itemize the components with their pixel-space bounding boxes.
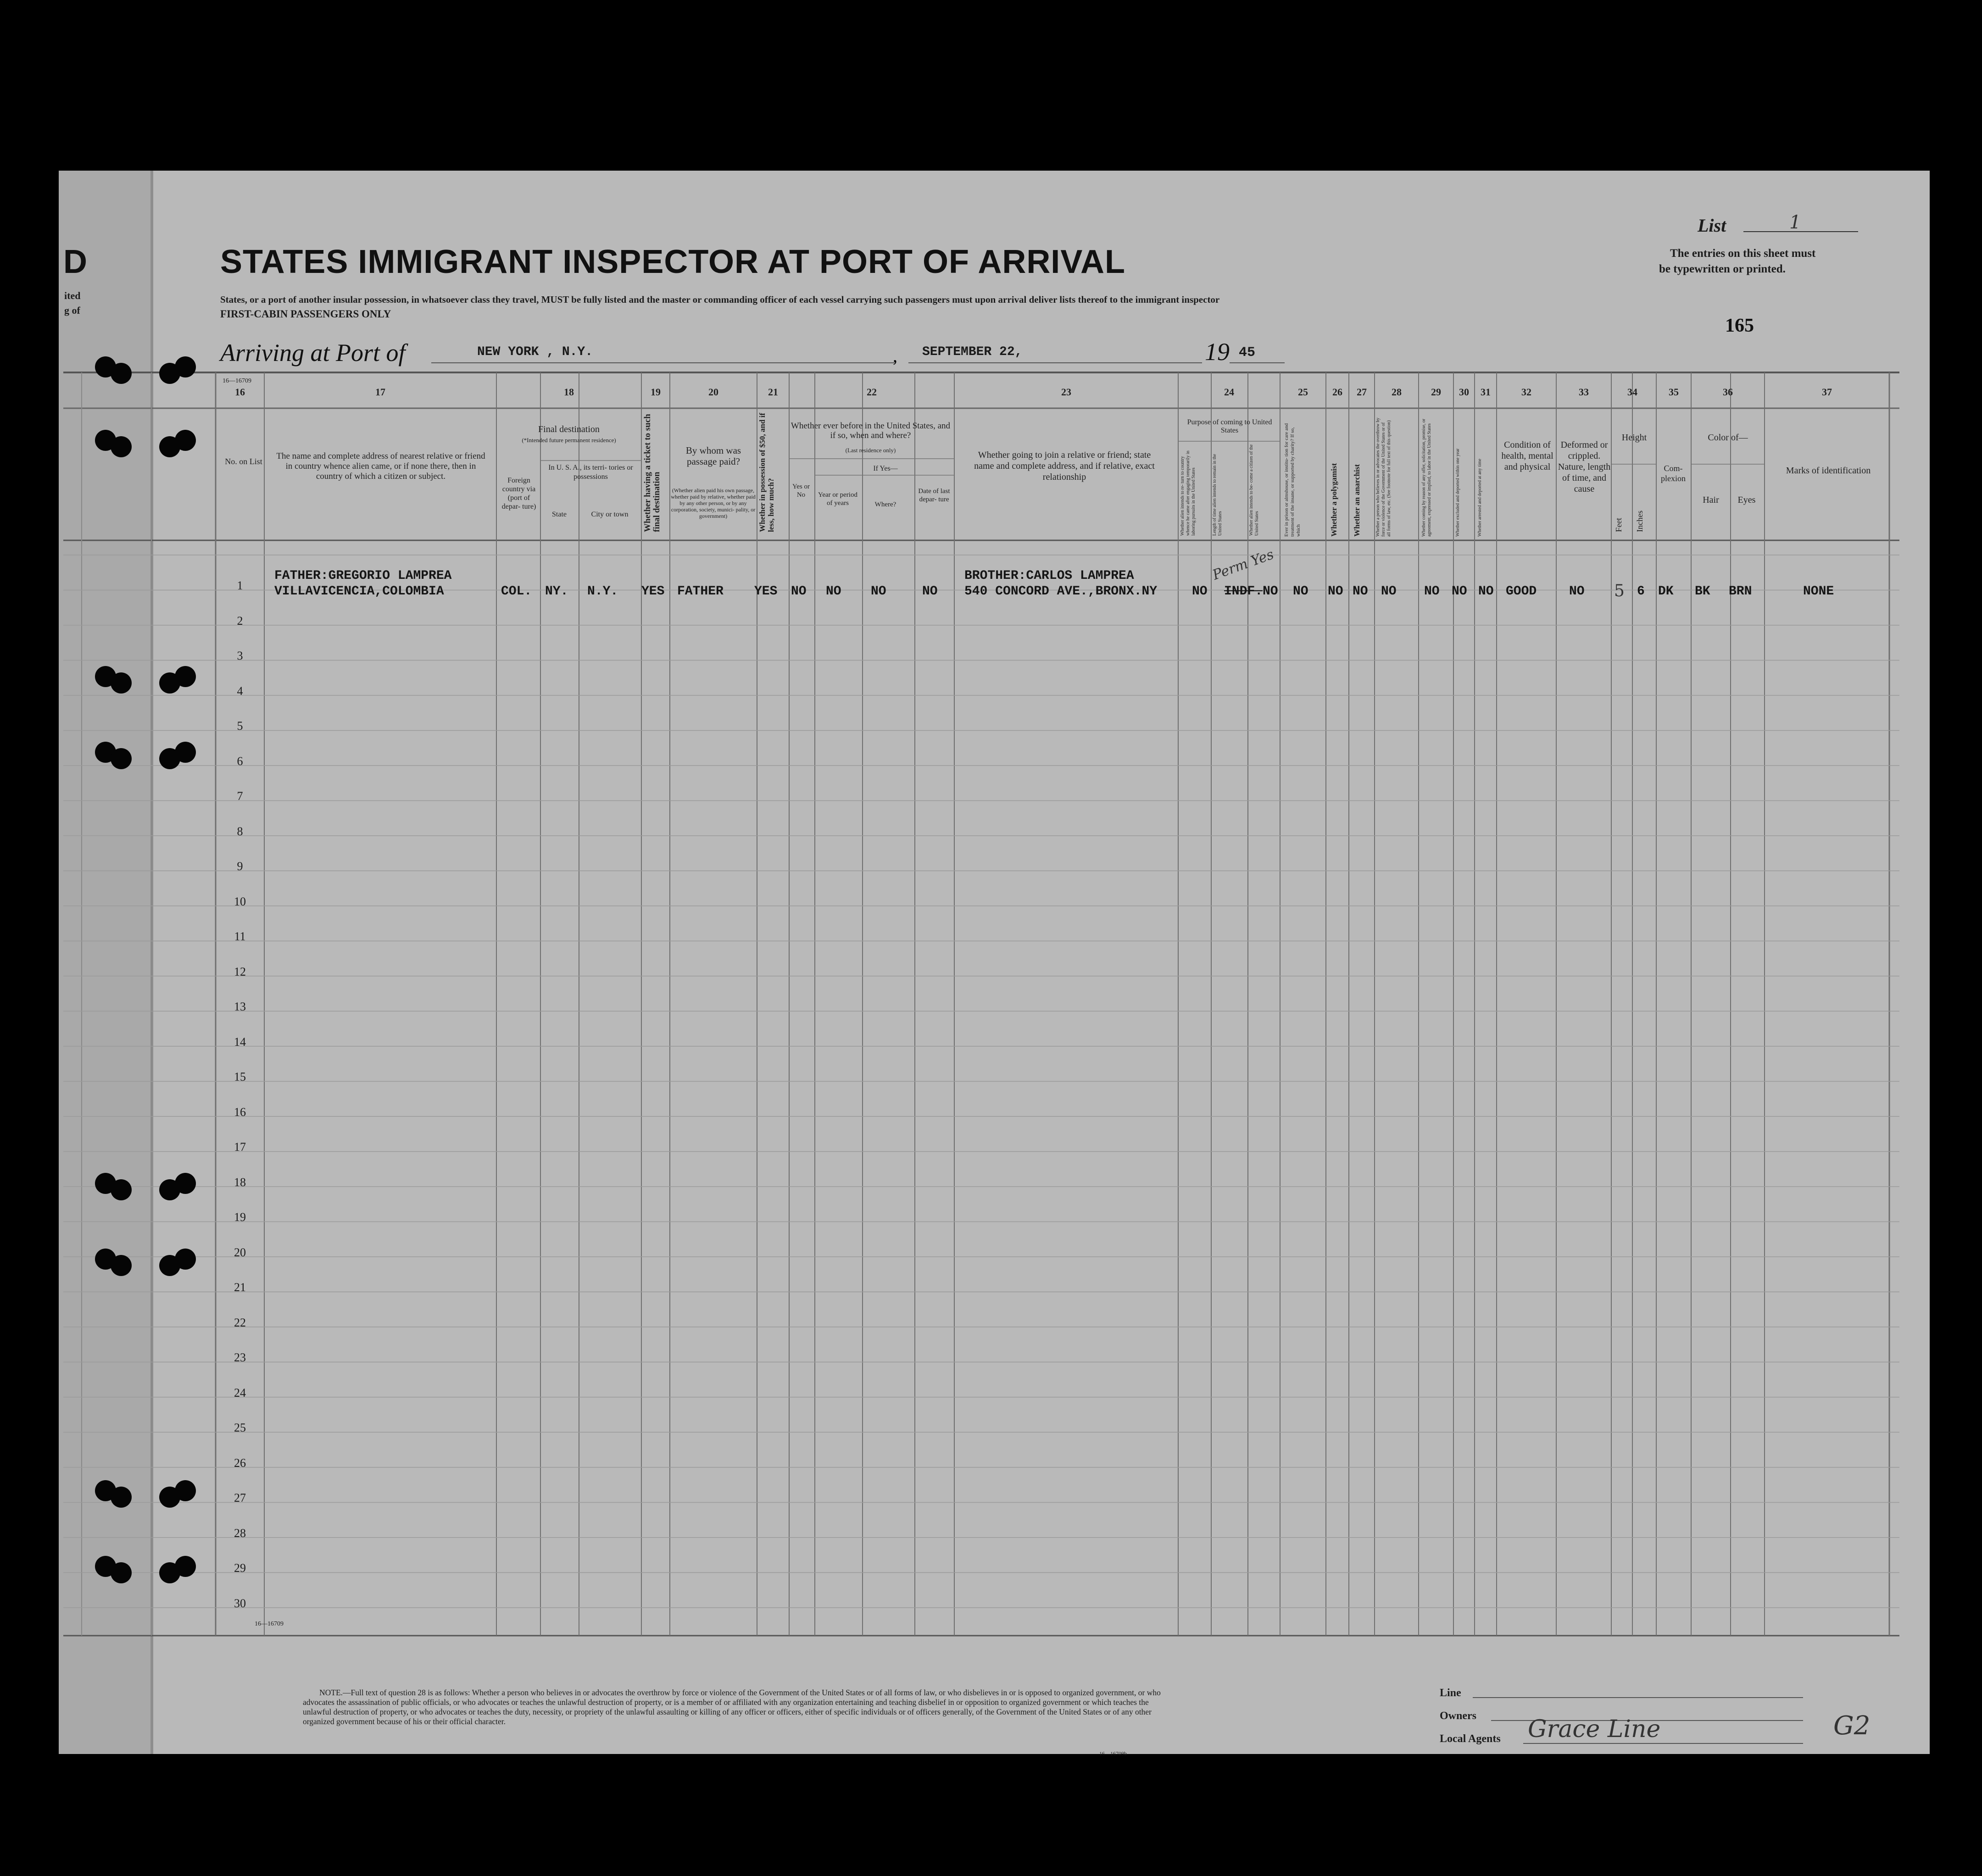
punch-hole xyxy=(175,1556,196,1577)
punch-hole xyxy=(111,748,132,769)
row-number-14: 14 xyxy=(234,1035,246,1049)
header-height: Height xyxy=(1621,433,1647,443)
header-excluded: Whether excluded and deported within one year xyxy=(1455,448,1460,537)
header-health: Condition of health, mental and physical xyxy=(1501,440,1553,472)
row-number-5: 5 xyxy=(237,719,243,733)
entries-note-1: The entries on this sheet must xyxy=(1670,247,1816,260)
entry-health: GOOD xyxy=(1506,584,1537,599)
entry-return-intent: NO xyxy=(1192,584,1208,599)
entry-become-citizen: NO xyxy=(1263,584,1278,599)
column-number-29: 29 xyxy=(1431,386,1441,398)
punch-hole xyxy=(111,1487,132,1508)
header-hair: Hair xyxy=(1703,495,1719,505)
column-number-24: 24 xyxy=(1224,386,1234,398)
header-prison: Ever in prison or almshouse, or institu- tion for care and treatment of the insane, or supported by charity? If so, which xyxy=(1284,423,1301,537)
agents-value: Grace Line xyxy=(1528,1715,1661,1743)
column-number-34: 34 xyxy=(1627,386,1637,398)
entry-deformed: NO xyxy=(1569,584,1585,599)
entry-overthrow: NO xyxy=(1381,584,1397,599)
column-number-37: 37 xyxy=(1822,386,1832,398)
header-final-destination-note: (*Intended future permanent residence) xyxy=(522,437,616,444)
port-value: NEW YORK , N.Y. xyxy=(477,345,593,359)
row-number-10: 10 xyxy=(234,894,246,908)
column-number-23: 23 xyxy=(1061,386,1071,398)
header-if-yes: If Yes— xyxy=(873,465,898,472)
entry-eyes: BRN xyxy=(1729,584,1752,599)
punch-hole xyxy=(111,1179,132,1200)
punch-hole xyxy=(111,436,132,457)
entry-where: NO xyxy=(871,584,886,599)
punch-hole xyxy=(175,1480,196,1501)
row-number-29: 29 xyxy=(234,1561,246,1575)
entry-prison: NO xyxy=(1293,584,1308,599)
header-year-period: Year or period of years xyxy=(818,491,857,507)
row-number-4: 4 xyxy=(237,684,243,698)
header-where: Where? xyxy=(874,501,896,508)
row-number-13: 13 xyxy=(234,1000,246,1013)
entry-complexion: DK xyxy=(1658,584,1674,599)
punch-hole xyxy=(111,1255,132,1276)
punch-hole xyxy=(175,666,196,687)
left-fragment-2: g of xyxy=(64,305,80,316)
header-final-destination: Final destination xyxy=(538,424,600,434)
header-marks: Marks of identification xyxy=(1786,466,1871,476)
header-by-whom: By whom was passage paid? xyxy=(685,445,741,467)
row-number-18: 18 xyxy=(234,1175,246,1189)
header-complexion: Com- plexion xyxy=(1661,464,1686,483)
header-join-relative: Whether going to join a relative or friend; state name and complete address, and if relative, exact relationship xyxy=(974,450,1155,482)
row-number-21: 21 xyxy=(234,1281,246,1294)
entry-marks: NONE xyxy=(1803,584,1834,599)
entry-polygamist: NO xyxy=(1328,584,1343,599)
header-purpose-length: Length of time alien intends to remain in the United States xyxy=(1212,454,1223,536)
entry-has-50: YES xyxy=(754,584,778,599)
owners-label: Owners xyxy=(1440,1710,1476,1722)
header-color-of: Color of— xyxy=(1708,433,1748,443)
header-ticket: Whether having a ticket to such final destination xyxy=(643,414,662,532)
header-yes-or-no: Yes or No xyxy=(792,483,810,499)
arriving-label: Arriving at Port of xyxy=(220,339,406,366)
header-purpose-citizen: Whether alien intends to be- come a citizen of the United States xyxy=(1249,444,1259,536)
column-number-33: 33 xyxy=(1579,386,1589,398)
date-value: SEPTEMBER 22, xyxy=(922,345,1023,359)
header-by-whom-note: (Whether alien paid his own passage, whether paid by relative, whether paid by any other person, or by any corporation, society, munici- pality, or government) xyxy=(671,487,756,519)
row-number-8: 8 xyxy=(237,824,243,838)
punch-hole xyxy=(175,742,196,763)
entry-labor-offer: NO xyxy=(1424,584,1440,599)
punch-hole xyxy=(111,672,132,694)
entry-foreign-country: COL. xyxy=(501,584,532,599)
entry-paid-by: FATHER xyxy=(677,584,724,599)
column-number-36: 36 xyxy=(1723,386,1733,398)
entry-relative-line2: VILLAVICENCIA,COLOMBIA xyxy=(274,584,444,599)
row-number-7: 7 xyxy=(237,789,243,803)
row-number-9: 9 xyxy=(237,860,243,873)
column-number-21: 21 xyxy=(768,386,778,398)
punch-hole xyxy=(175,356,196,377)
punch-hole xyxy=(175,1173,196,1194)
header-deformed: Deformed or crippled. Nature, length of time, and cause xyxy=(1558,440,1611,494)
column-number-30: 30 xyxy=(1459,386,1469,398)
column-number-20: 20 xyxy=(708,386,718,398)
left-fragment-letter: D xyxy=(63,244,88,280)
entries-note-2: be typewritten or printed. xyxy=(1659,263,1786,275)
year-prefix: 19 xyxy=(1205,338,1230,366)
corner-mark: G2 xyxy=(1833,1711,1871,1741)
header-ever-before: Whether ever before in the United States, and if so, when and where? xyxy=(791,421,951,440)
cabin-line: FIRST-CABIN PASSENGERS ONLY xyxy=(220,308,391,320)
entry-ever-before: NO xyxy=(791,584,807,599)
punch-hole xyxy=(111,1562,132,1583)
header-foreign-country: Foreign country via (port of depar- ture) xyxy=(501,477,536,511)
column-number-19: 19 xyxy=(651,386,661,398)
year-suffix: 45 xyxy=(1239,345,1256,361)
row-number-3: 3 xyxy=(237,649,243,662)
row-number-16: 16 xyxy=(234,1105,246,1119)
handwritten-correction: Perm Yes xyxy=(1210,546,1276,583)
column-number-32: 32 xyxy=(1521,386,1531,398)
entry-join-line2: 540 CONCORD AVE.,BRONX.NY xyxy=(964,584,1158,599)
entry-inches: 6 xyxy=(1637,584,1645,599)
header-date-last: Date of last depar- ture xyxy=(918,488,950,503)
column-number-22: 22 xyxy=(867,386,877,398)
row-number-26: 26 xyxy=(234,1456,246,1470)
page-number: 165 xyxy=(1725,315,1754,336)
column-number-25: 25 xyxy=(1298,386,1308,398)
line-label: Line xyxy=(1440,1687,1461,1699)
row-number-19: 19 xyxy=(234,1210,246,1224)
agents-underline xyxy=(1523,1743,1803,1744)
row-number-17: 17 xyxy=(234,1140,246,1154)
entry-join-line1: BROTHER:CARLOS LAMPREA xyxy=(964,569,1134,583)
row-number-12: 12 xyxy=(234,965,246,978)
entry-arrested: NO xyxy=(1478,584,1494,599)
form-code-footer: 16—16709b xyxy=(1099,1750,1127,1757)
header-overthrow: Whether a person who believes in or advocates the overthrow by force or violence of the Government of the United States or of all forms of law, etc. (See footnote for full text of this question) xyxy=(1375,417,1392,537)
footer-note: NOTE.—Full text of question 28 is as follows: Whether a person who believes in or advocates the overthrow by force or violence of the Government of the United States or of all forms of law, or who disbelieves in or is opposed to organized government, or who advocates the assassination of public officials, or who advocates or teaches the unlawful destruction of property, or is a member of or affiliated with any organization entertaining and teaching disbelief in or opposition to organized government or which teaches the unlawful destruction of property, or who advocates or teaches the duty, necessity, or propriety of the unlawful assaulting or killing of any officer or officers, either of specific individuals or of officers generally, of the Government of the United States or of any other organized government because of his or their official character. xyxy=(303,1688,1161,1726)
header-labor-offer: Whether coming by reason of any offer, solicitation, promise, or agreement, expressed or implied, to labor in the United States xyxy=(1421,418,1432,537)
entry-ticket: YES xyxy=(641,584,665,599)
entry-date-last: NO xyxy=(922,584,938,599)
entry-city: N.Y. xyxy=(587,584,618,599)
column-number-35: 35 xyxy=(1669,386,1679,398)
column-number-18: 18 xyxy=(564,386,574,398)
list-value: 1 xyxy=(1789,212,1801,233)
header-arrested: Whether arrested and deported at any time xyxy=(1477,459,1482,537)
column-number-16: 16 xyxy=(235,386,245,398)
list-label: List xyxy=(1698,215,1726,236)
row-number-2: 2 xyxy=(237,614,243,627)
punch-hole xyxy=(111,363,132,384)
column-number-27: 27 xyxy=(1357,386,1367,398)
column-number-26: 26 xyxy=(1332,386,1342,398)
header-eyes: Eyes xyxy=(1737,495,1756,505)
row-number-25: 25 xyxy=(234,1421,246,1434)
row-number-11: 11 xyxy=(234,930,246,943)
form-code-top: 16—16709 xyxy=(223,377,251,384)
header-polygamist: Whether a polygamist xyxy=(1330,463,1338,537)
entry-feet: 5 xyxy=(1614,582,1625,600)
header-no-on-list: No. on List xyxy=(225,457,262,466)
row-number-15: 15 xyxy=(234,1070,246,1083)
row-number-27: 27 xyxy=(234,1491,246,1504)
left-fragment-1: ited xyxy=(64,290,81,301)
page-title: STATES IMMIGRANT INSPECTOR AT PORT OF ARRIVAL xyxy=(220,244,1125,280)
header-nearest-relative: The name and complete address of nearest relative or friend in country whence alien came, or if none there, then in country of which a citizen or subject. xyxy=(276,451,485,481)
row-number-6: 6 xyxy=(237,754,243,768)
header-inches: Inches xyxy=(1635,511,1644,532)
entry-anarchist: NO xyxy=(1353,584,1368,599)
column-number-17: 17 xyxy=(375,386,385,398)
entry-hair: BK xyxy=(1695,584,1710,599)
header-anarchist: Whether an anarchist xyxy=(1353,464,1361,537)
header-in-usa: In U. S. A., its terri- tories or possessions xyxy=(548,464,633,481)
column-number-28: 28 xyxy=(1392,386,1402,398)
row-number-23: 23 xyxy=(234,1351,246,1364)
punch-hole xyxy=(175,430,196,451)
column-number-31: 31 xyxy=(1481,386,1491,398)
form-code-bottom: 16—16709 xyxy=(255,1621,284,1627)
header-possession-50: Whether in possession of $50, and if less, how much? xyxy=(758,413,775,532)
entry-length-of-stay: INDF. xyxy=(1224,584,1263,599)
line-underline xyxy=(1473,1697,1803,1698)
agents-label: Local Agents xyxy=(1440,1733,1501,1745)
punch-hole xyxy=(175,1249,196,1270)
row-number-30: 30 xyxy=(234,1596,246,1610)
header-purpose-return: Whether alien intends to re- turn to country whence he came after engaging temporarily in laboring pursuits in the United States xyxy=(1180,450,1196,536)
subtitle: States, or a port of another insular possession, in whatsoever class they travel, MUST be fully listed and the master or commanding officer of each vessel carrying such passengers must upon arrival deliver lists thereof to the immigrant inspector xyxy=(220,294,1220,305)
header-state: State xyxy=(552,511,567,518)
row-number-28: 28 xyxy=(234,1526,246,1540)
entry-year-period: NO xyxy=(826,584,841,599)
row-number-1: 1 xyxy=(237,579,243,592)
row-number-22: 22 xyxy=(234,1315,246,1329)
header-purpose: Purpose of coming to United States xyxy=(1187,418,1272,434)
row-number-24: 24 xyxy=(234,1386,246,1399)
port-comma: , xyxy=(893,345,897,366)
entry-state: NY. xyxy=(545,584,568,599)
header-last-residence: (Last residence only) xyxy=(845,447,896,454)
entry-relative-line1: FATHER:GREGORIO LAMPREA xyxy=(274,569,452,583)
header-feet: Feet xyxy=(1614,518,1623,532)
entry-excluded: NO xyxy=(1452,584,1467,599)
row-number-20: 20 xyxy=(234,1245,246,1259)
header-city: City or town xyxy=(591,511,629,518)
